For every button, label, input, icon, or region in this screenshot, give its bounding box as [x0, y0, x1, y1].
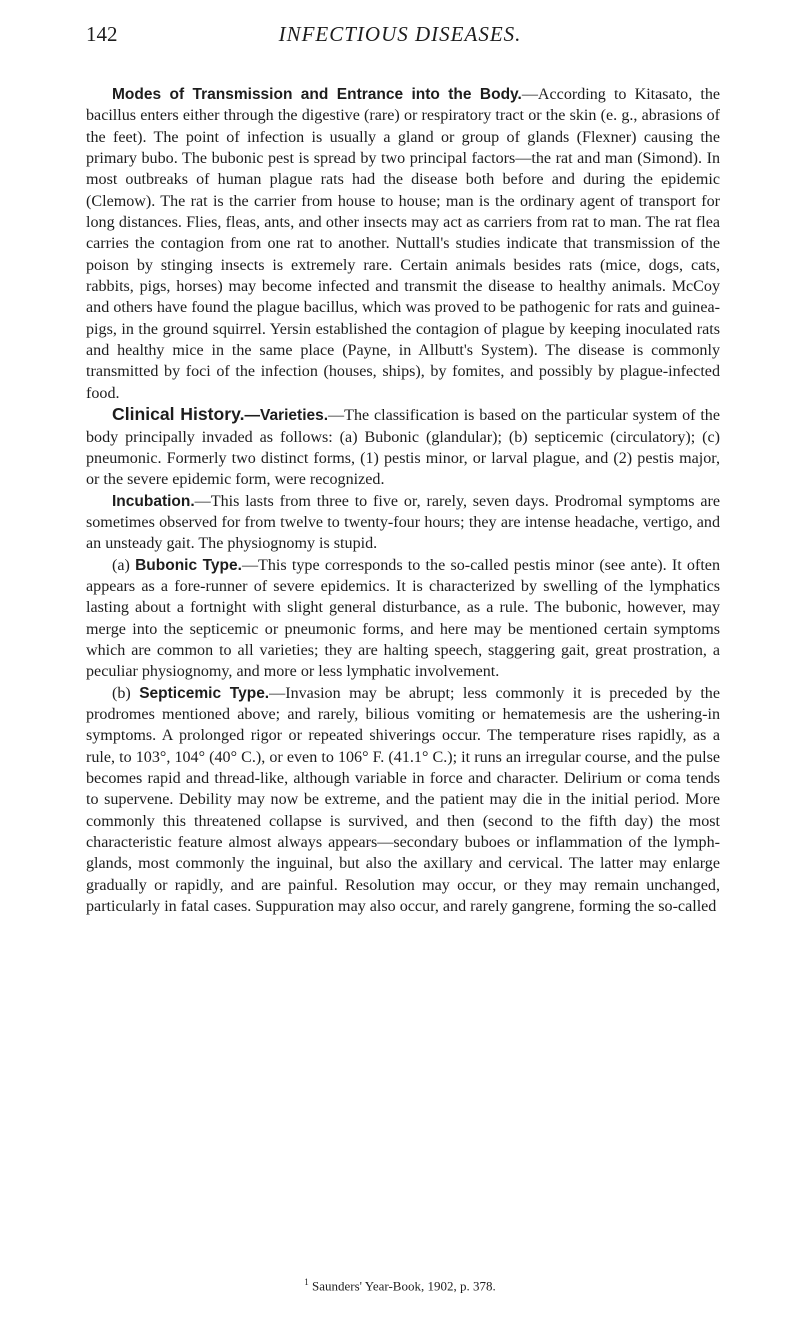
heading-incubation: Incubation. [112, 492, 195, 510]
heading-bubonic-type: Bubonic Type. [135, 556, 242, 574]
body-text [86, 84, 720, 917]
list-marker: (a) [112, 556, 130, 574]
list-marker: (b) [112, 684, 131, 702]
running-head: INFECTIOUS DISEASES. [278, 22, 522, 46]
footnote-text: Saunders' Year-Book, 1902, p. 378. [312, 1278, 496, 1294]
paragraph-incubation [86, 491, 720, 555]
footnote-mark: 1 [304, 1277, 309, 1287]
heading-septicemic-type: Septicemic Type. [139, 684, 270, 702]
paragraph-text: —This type corresponds to the so-called pestis minor (see ante). It often appears as a fore-runner of severe epidemics. It is characterized by swelling of the lymphatics lasting about a fortnight with slight general disturbance, as a rule. The bubonic, however, may merge into the septicemic or pneumonic forms, and here may be mentioned certain symptoms which are common to all varieties; they are halting speech, staggering gait, great prostration, a peculiar physiognomy, and more or less lymphatic involvement. [86, 556, 720, 681]
paragraph-bubonic-type [86, 555, 720, 683]
paragraph-clinical-history [86, 404, 720, 490]
page-number: 142 [86, 22, 118, 46]
footnote [0, 1277, 800, 1294]
heading-transmission: Modes of Transmission and Entrance into the Body. [112, 86, 522, 103]
paragraph-text: —The classification is based on the particular system of the body principally invaded as follows: (a) Bubonic (glandular); (b) septicemic (circulatory); (c) pneumonic. Formerly two distinct forms, (1) pestis minor, or larval plague, and (2) pestis major, or the severe epidemic form, were recognized. [86, 407, 721, 489]
paragraph-text: —Invasion may be abrupt; less commonly it is preceded by the prodromes mentioned above; and rarely, bilious vomiting or hematemesis are the ushering-in symptoms. A prolonged rigor or repeated shiverings occur. The temperature rises rapidly, as a rule, to 103°, 104° (40° C.), or even to 106° F. (41.1° C.); it runs an irregular course, and the pulse becomes rapid and thread-like, although variable in force and character. Delirium or coma tends to supervene. Debility may now be extreme, and the patient may die in the initial period. More commonly this threatened collapse is survived, and then (second to the fifth day) the most characteristic feature almost always appears—secondary buboes or inflammation of the lymph-glands, most commonly the inguinal, but also the axillary and cervical. The latter may enlarge gradually or rapidly, and are painful. Resolution may occur, or they may remain unchanged, particularly in fatal cases. Suppuration may also occur, and rarely gangrene, forming the so-called [86, 684, 720, 916]
paragraph-transmission [86, 84, 720, 404]
paragraph-septicemic-type [86, 683, 720, 918]
heading-clinical-history: Clinical History. [112, 404, 245, 425]
page-header [0, 10, 800, 50]
heading-varieties: —Varieties. [244, 407, 329, 425]
paragraph-text: —This lasts from three to five or, rarely, seven days. Prodromal symptoms are sometimes observed for from twelve to twenty-four hours; they are intense headache, vertigo, and an unsteady gait. The physiognomy is stupid. [86, 492, 720, 553]
paragraph-text: —According to Kitasato, the bacillus enters either through the digestive (rare) or respiratory tract or the skin (e. g., abrasions of the feet). The point of infection is usually a gland or group of glands (Flexner) causing the primary bubo. The bubonic pest is spread by two principal factors—the rat and man (Simond). In most outbreaks of human plague rats had the disease both before and during the epidemic (Clemow). The rat is the carrier from house to house; man is the ordinary agent of transport for long distances. Flies, fleas, ants, and other insects may act as carriers from rat to man. The rat flea carries the contagion from one rat to another. Nuttall's studies indicate that transmission of the poison by stinging insects is extremely rare. Certain animals besides rats (mice, dogs, cats, rabbits, pigs, horses) may become infected and transmit the disease to healthy animals. McCoy and others have found the plague bacillus, which was proved to be pathogenic for rats and guinea-pigs, in the ground squirrel. Yersin established the contagion of plague by keeping inoculated rats and healthy mice in the same place (Payne, in Allbutt's System). The disease is commonly transmitted by foci of the infection (houses, ships), by fomites, and possibly by plague-infected food. [86, 86, 721, 402]
